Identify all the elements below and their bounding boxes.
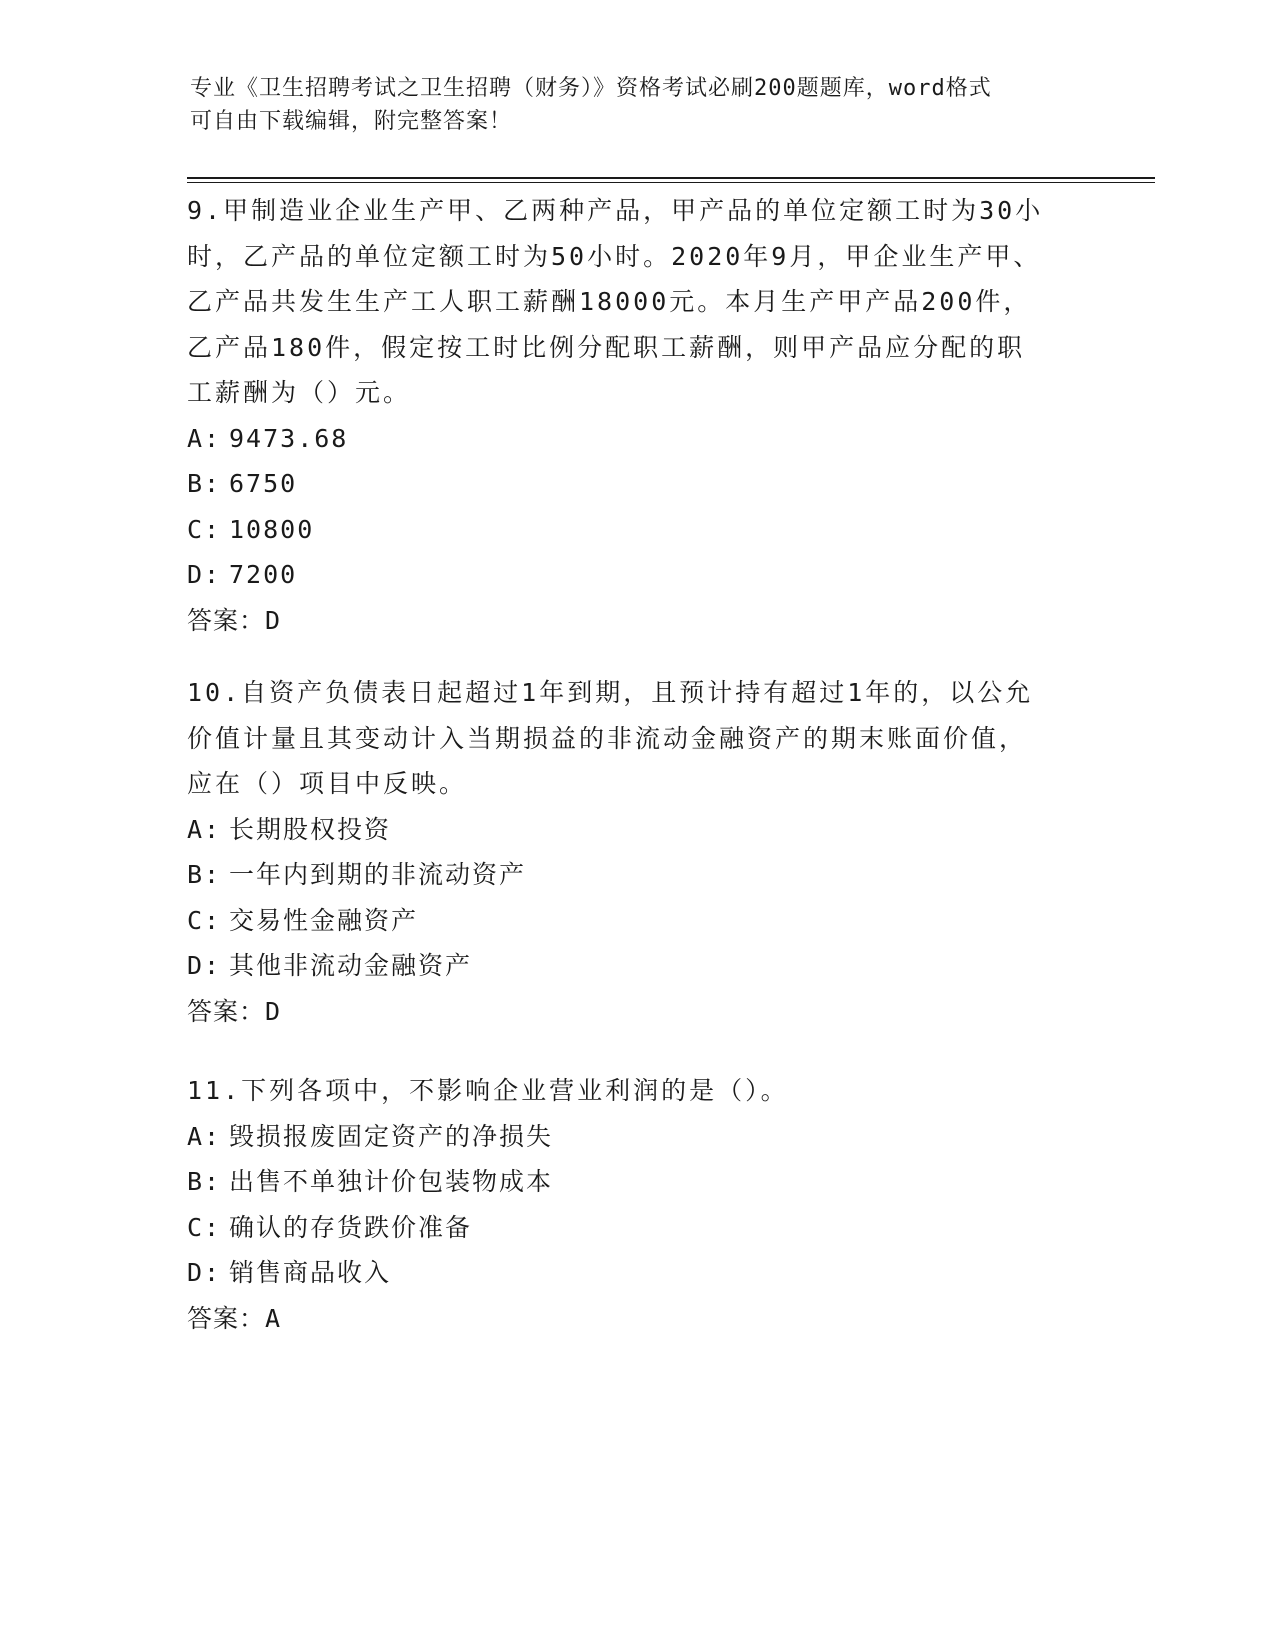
option-key: C: [187, 514, 222, 544]
option-key: D: [187, 951, 222, 980]
option-text: 出售不单独计价包装物成本 [229, 1167, 554, 1196]
option-text: 销售商品收入 [229, 1258, 392, 1287]
option-text: 其他非流动金融资产 [229, 951, 473, 980]
header-rule-thin [187, 182, 1155, 183]
option-a [187, 1114, 1087, 1160]
document-header [190, 72, 1090, 138]
option-text: 一年内到期的非流动资产 [229, 860, 527, 889]
option-b [187, 461, 1087, 507]
stem-line: 乙产品共发生生产工人职工薪酬18000元。本月生产甲产品200件， [187, 287, 1032, 316]
question-11 [187, 1068, 1087, 1341]
option-key: C: [187, 905, 222, 935]
option-a [187, 416, 1087, 462]
header-rule-thick [187, 177, 1155, 179]
option-key: B: [187, 860, 222, 889]
option-c [187, 898, 1087, 944]
option-text: 交易性金融资产 [229, 905, 419, 935]
option-key: A: [187, 1121, 222, 1151]
option-text: 9473.68 [229, 423, 349, 453]
option-c [187, 507, 1087, 553]
stem-line: 乙产品180件，假定按工时比例分配职工薪酬，则甲产品应分配的职 [187, 332, 1026, 362]
option-a [187, 807, 1087, 853]
option-text: 毁损报废固定资产的净损失 [229, 1121, 554, 1151]
question-10 [187, 670, 1087, 1034]
option-c [187, 1205, 1087, 1251]
answer-line: 答案：A [187, 1303, 282, 1333]
option-key: A: [187, 423, 222, 453]
option-b [187, 1159, 1087, 1205]
stem-line: 10.自资产负债表日起超过1年到期，且预计持有超过1年的，以公允 [187, 678, 1034, 707]
stem-line: 9.甲制造业企业生产甲、乙两种产品，甲产品的单位定额工时为30小 [187, 196, 1044, 225]
option-text: 6750 [229, 469, 298, 498]
option-text: 确认的存货跌价准备 [229, 1212, 473, 1242]
header-line-2: 可自由下载编辑，附完整答案！ [190, 109, 513, 134]
option-key: C: [187, 1212, 222, 1242]
option-text: 7200 [229, 560, 298, 589]
option-d [187, 943, 1087, 989]
option-key: D: [187, 560, 222, 589]
question-stem [187, 670, 1087, 807]
header-line-1: 专业《卫生招聘考试之卫生招聘（财务）》资格考试必刷200题题库，word格式 [190, 76, 992, 101]
stem-line: 11.下列各项中，不影响企业营业利润的是（）。 [187, 1076, 789, 1105]
option-key: B: [187, 1167, 222, 1196]
stem-line: 时，乙产品的单位定额工时为50小时。2020年9月，甲企业生产甲、 [187, 241, 1042, 271]
stem-line: 工薪酬为（）元。 [187, 378, 412, 407]
stem-line: 价值计量且其变动计入当期损益的非流动金融资产的期末账面价值， [187, 723, 1028, 753]
answer-line: 答案：D [187, 996, 282, 1026]
option-key: B: [187, 469, 222, 498]
option-b [187, 852, 1087, 898]
option-d [187, 1250, 1087, 1296]
answer-line: 答案：D [187, 605, 282, 635]
option-d [187, 552, 1087, 598]
stem-line: 应在（）项目中反映。 [187, 769, 468, 798]
option-text: 10800 [229, 514, 315, 544]
question-stem [187, 188, 1087, 416]
question-9 [187, 188, 1087, 643]
option-text: 长期股权投资 [229, 814, 392, 844]
question-stem [187, 1068, 1087, 1114]
option-key: A: [187, 814, 222, 844]
option-key: D: [187, 1258, 222, 1287]
